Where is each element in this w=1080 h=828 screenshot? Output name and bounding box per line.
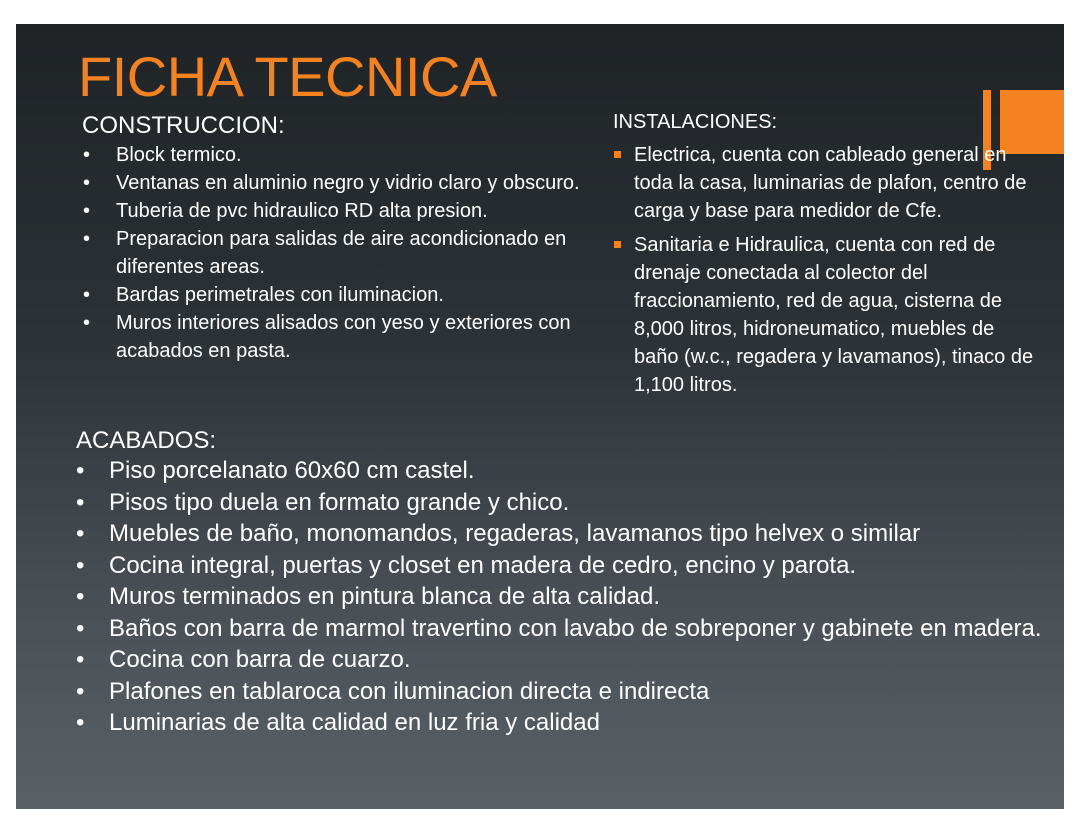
bullet-icon: • bbox=[76, 488, 85, 516]
list-item: • Bardas perimetrales con iluminacion. bbox=[82, 281, 582, 309]
list-item: • Muros interiores alisados con yeso y exteriores con acabados en pasta. bbox=[82, 309, 582, 365]
list-item: • Piso porcelanato 60x60 cm castel. bbox=[76, 455, 1056, 487]
construccion-heading: CONSTRUCCION: bbox=[82, 112, 285, 139]
list-item: • Muebles de baño, monomandos, regaderas, lavamanos tipo helvex o similar bbox=[76, 518, 1056, 550]
bullet-icon: • bbox=[76, 583, 85, 610]
acabados-heading: ACABADOS: bbox=[76, 427, 217, 454]
list-item: • Preparacion para salidas de aire acondicionado en diferentes areas. bbox=[82, 225, 582, 281]
slide-title: FICHA TECNICA bbox=[78, 45, 497, 108]
bullet-icon: • bbox=[76, 677, 85, 705]
construccion-list bbox=[82, 141, 582, 365]
bullet-icon: • bbox=[83, 200, 91, 222]
instalaciones-list bbox=[613, 141, 1043, 405]
bullet-icon: • bbox=[83, 312, 91, 334]
list-item: • Ventanas en aluminio negro y vidrio claro y obscuro. bbox=[82, 169, 582, 197]
list-item: • Cocina con barra de cuarzo. bbox=[76, 644, 1056, 676]
list-item: • Block termico. bbox=[82, 141, 582, 169]
list-item: • Tuberia de pvc hidraulico RD alta presion. bbox=[82, 197, 582, 225]
list-item: Sanitaria e Hidraulica, cuenta con red de drenaje conectada al colector del fraccionamiento, red de agua, cisterna de 8,000 litros, hidroneumatico, muebles de baño (w.c., regadera y lavamanos), tinaco de 1,100 litros. bbox=[613, 231, 1043, 399]
list-item: • Plafones en tablaroca con iluminacion directa e indirecta bbox=[76, 676, 1056, 708]
list-item: • Pisos tipo duela en formato grande y chico. bbox=[76, 487, 1056, 519]
acabados-list bbox=[76, 455, 1056, 739]
bullet-icon: • bbox=[83, 228, 91, 250]
bullet-icon: • bbox=[76, 551, 85, 579]
list-item: • Baños con barra de marmol travertino con lavabo de sobreponer y gabinete en madera. bbox=[76, 613, 1056, 645]
bullet-icon: • bbox=[83, 172, 91, 194]
instalaciones-heading: INSTALACIONES: bbox=[613, 111, 778, 133]
slide bbox=[16, 24, 1064, 809]
bullet-icon: • bbox=[83, 284, 91, 306]
square-bullet-icon bbox=[614, 241, 621, 248]
list-item: • Muros terminados en pintura blanca de alta calidad. bbox=[76, 581, 1056, 613]
bullet-icon: • bbox=[76, 520, 85, 547]
list-item: • Cocina integral, puertas y closet en madera de cedro, encino y parota. bbox=[76, 550, 1056, 582]
square-bullet-icon bbox=[614, 151, 621, 158]
bullet-icon: • bbox=[76, 646, 85, 673]
bullet-icon: • bbox=[76, 709, 85, 736]
bullet-icon: • bbox=[76, 614, 85, 642]
bullet-icon: • bbox=[76, 457, 85, 484]
list-item: • Luminarias de alta calidad en luz fria y calidad bbox=[76, 707, 1056, 739]
list-item: Electrica, cuenta con cableado general en toda la casa, luminarias de plafon, centro de carga y base para medidor de Cfe. bbox=[613, 141, 1043, 225]
bullet-icon: • bbox=[83, 144, 91, 166]
